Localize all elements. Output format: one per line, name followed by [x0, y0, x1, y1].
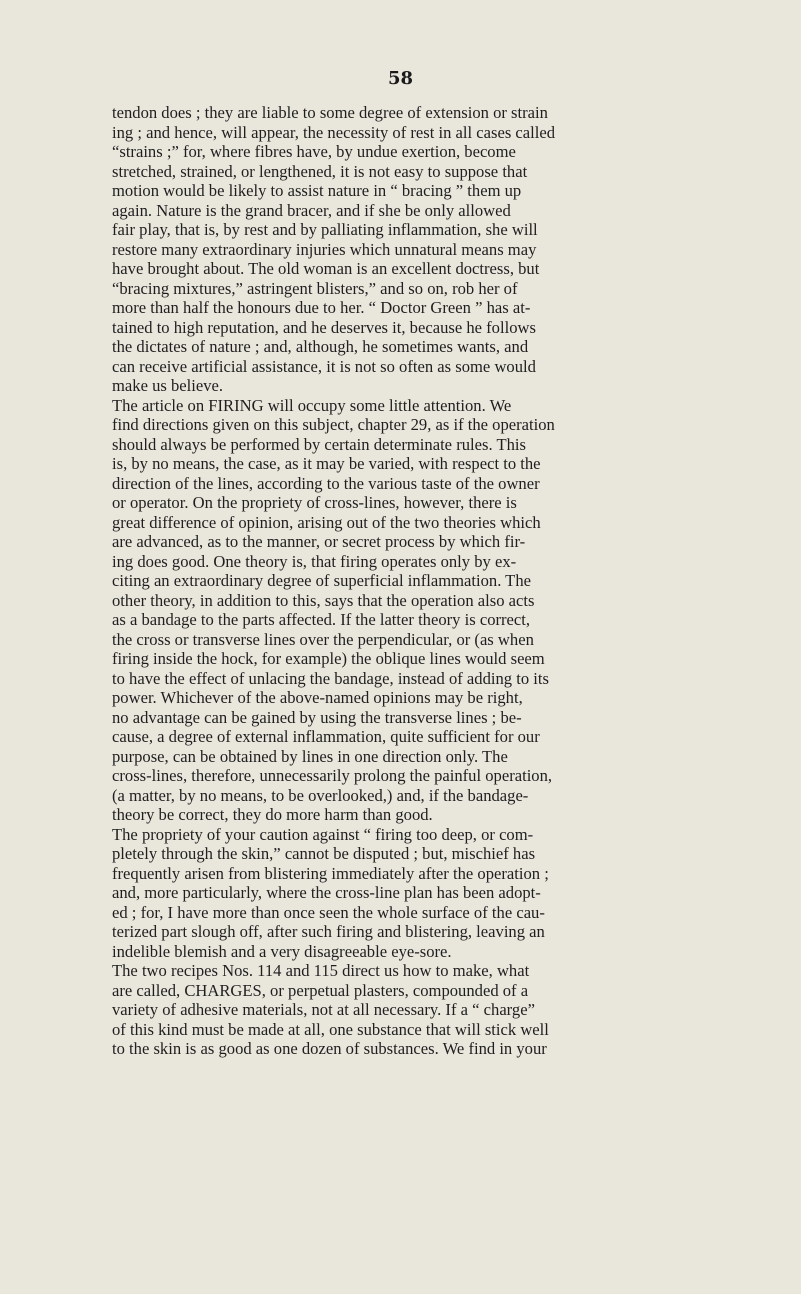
body-text — [112, 103, 724, 1059]
text-line: indelible blemish and a very disagreeable eye-sore. — [112, 941, 452, 961]
text-line: of this kind must be made at all, one substance that will stick well — [112, 1019, 549, 1039]
text-line: motion would be likely to assist nature in “ bracing ” them up — [112, 181, 522, 200]
text-line: have brought about. The old woman is an excellent doctress, but — [112, 259, 540, 278]
text-line: direction of the lines, according to the various taste of the owner — [112, 473, 540, 493]
text-line: tendon does ; they are liable to some degree of extension or strain — [112, 103, 548, 122]
text-line: The two recipes Nos. 114 and 115 direct us how to make, what — [112, 961, 530, 980]
page-number: 58 — [387, 68, 414, 89]
text-line: are called, CHARGES, or perpetual plasters, compounded of a — [112, 980, 529, 1000]
text-line: more than half the honours due to her. “ Doctor Green ” has at- — [112, 298, 531, 317]
text-line: and, more particularly, where the cross-line plan has been adopt- — [112, 883, 541, 902]
text-line: make us believe. — [112, 376, 224, 395]
text-line: should always be performed by certain determinate rules. This — [112, 434, 526, 454]
text-line: (a matter, by no means, to be overlooked,) and, if the bandage- — [112, 785, 529, 805]
text-line: to the skin is as good as one dozen of substances. We find in your — [112, 1039, 547, 1058]
text-line: tained to high reputation, and he deserves it, because he follows — [112, 317, 536, 337]
text-line: cause, a degree of external inflammation, quite sufficient for our — [112, 727, 540, 746]
text-line: The article on FIRING will occupy some little attention. We — [112, 395, 512, 415]
text-line: is, by no means, the case, as it may be varied, with respect to the — [112, 454, 541, 473]
text-line: no advantage can be gained by using the transverse lines ; be- — [112, 707, 522, 727]
text-line: stretched, strained, or lengthened, it is not easy to suppose that — [112, 161, 528, 181]
text-line: citing an extraordinary degree of superficial inflammation. The — [112, 571, 531, 590]
text-line: or operator. On the propriety of cross-lines, however, there is — [112, 493, 517, 512]
text-line: other theory, in addition to this, says that the operation also acts — [112, 590, 535, 610]
text-line: The propriety of your caution against “ firing too deep, or com- — [112, 824, 534, 844]
text-line: find directions given on this subject, chapter 29, as if the operation — [112, 415, 555, 434]
text-line: great difference of opinion, arising out of the two theories which — [112, 512, 541, 532]
text-line: as a bandage to the parts affected. If the latter theory is correct, — [112, 610, 531, 629]
text-line: pletely through the skin,” cannot be disputed ; but, mischief has — [112, 844, 536, 863]
text-line: variety of adhesive materials, not at all necessary. If a “ charge” — [112, 1000, 535, 1019]
text-line: restore many extraordinary injuries which unnatural means may — [112, 239, 537, 259]
text-line: the dictates of nature ; and, although, he sometimes wants, and — [112, 337, 529, 356]
text-line: are advanced, as to the manner, or secret process by which fir- — [112, 532, 526, 551]
text-line: to have the effect of unlacing the bandage, instead of adding to its — [112, 668, 549, 688]
text-line: power. Whichever of the above-named opinions may be right, — [112, 688, 523, 707]
text-line: purpose, can be obtained by lines in one direction only. The — [112, 746, 508, 766]
text-line: fair play, that is, by rest and by palliating inflammation, she will — [112, 220, 538, 239]
text-line: can receive artificial assistance, it is not so often as some would — [112, 356, 536, 376]
text-line: ing does good. One theory is, that firing operates only by ex- — [112, 551, 517, 571]
text-line: frequently arisen from blistering immediately after the operation ; — [112, 863, 549, 883]
text-line: “strains ;” for, where fibres have, by undue exertion, become — [112, 142, 516, 161]
text-line: firing inside the hock, for example) the oblique lines would seem — [112, 649, 545, 668]
text-line: cross-lines, therefore, unnecessarily prolong the painful operation, — [112, 766, 553, 785]
text-line: ed ; for, I have more than once seen the whole surface of the cau- — [112, 902, 545, 922]
text-line: “bracing mixtures,” astringent blisters,” and so on, rob her of — [112, 278, 518, 298]
text-line: ing ; and hence, will appear, the necessity of rest in all cases called — [112, 122, 556, 142]
text-line: theory be correct, they do more harm than good. — [112, 805, 433, 824]
text-line: the cross or transverse lines over the perpendicular, or (as when — [112, 629, 534, 649]
text-line: again. Nature is the grand bracer, and if she be only allowed — [112, 200, 511, 220]
text-line: terized part slough off, after such firing and blistering, leaving an — [112, 922, 545, 941]
